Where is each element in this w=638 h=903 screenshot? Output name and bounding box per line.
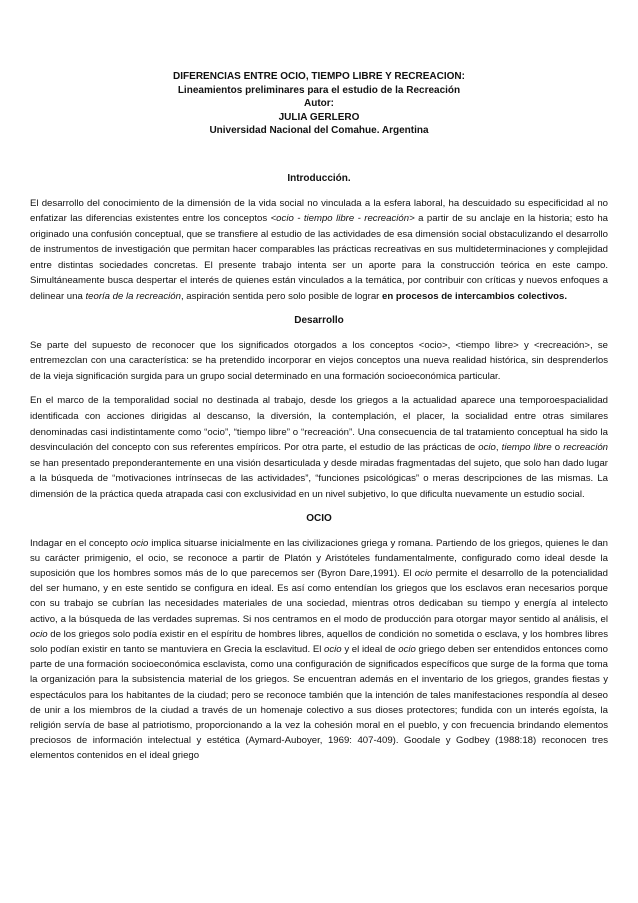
paragraph-desarrollo-1: Se parte del supuesto de reconocer que los significados otorgados a los conceptos <ocio>, <tiempo libre> y <recreación>, se entremezclan con una característica: se ha pretendido incorporar en viejos conceptos una nueva realidad histórica, sin desprenderlos de la vieja significación surgida para un grupo social determinado en una formación socioeconómica particular. [30, 339, 608, 382]
theory-term: teoría de la recreación [85, 291, 181, 303]
author-label: Autor: [304, 98, 334, 109]
document-title: DIFERENCIAS ENTRE OCIO, TIEMPO LIBRE Y RECREACION: [173, 71, 465, 82]
paragraph-ocio: Indagar en el concepto ocio implica situarse inicialmente en las civilizaciones griega y romana. Partiendo de los griegos, quienes le dan su carácter primigenio, el ocio, se reconoce a partir de Platón y Aristóteles fundamentalmente, configurado como ideal desde la suposición que los hombres somos más de lo que parecemos ser (Byron Dare,1991). El ocio permite el desarrollo de la potencialidad del ser humano, y en este sentido se configura en ideal. Es así como entendían los griegos que los esclavos eran necesarios porque con su trabajo se cubrían las necesidades materiales de una sociedad, mientras otros dedicaban su tiempo y energía al intelecto activo, a la búsqueda de las verdades supremas. Si nos centramos en el modo de producción para otorgar mayor sentido al análisis, el ocio de los griegos solo podía existir en el espíritu de hombres libres, aquellos de condición no sometida o esclava, y los hombres libres solo podían existir en tanto se mantuviera en Grecia la esclavitud. El ocio y el ideal de ocio griego deben ser entendidos entonces como parte de una formación socioeconómica esclavista, como una configuración de significados específicos que surge de la forma que toma la organización para la subsistencia material de los griegos. Se encuentran además en el inventario de los griegos, grandes fiestas y espectáculos para los habitantes de la ciudad; pero se reconoce también que la intención de tales manifestaciones respondía al deseo de unir a los miembros de la ciudad a través de un homenaje colectivo a sus dioses protectores; fundida con un interés egoísta, la religión servía de base al patriotismo, proporcionando a la vez la cohesión moral en el pueblo, y con frecuencia brindando elementos preciosos de información intelectual y estética (Aymard-Auboyer, 1969: 407-409). Goodale y Godbey (1988:18) reconocen tres elementos contenidos en el ideal griego [30, 537, 609, 762]
author-name: JULIA GERLERO [278, 111, 360, 123]
section-heading-ocio: OCIO [306, 512, 332, 524]
section-heading-desarrollo: Desarrollo [294, 314, 344, 326]
paragraph-introduccion: El desarrollo del conocimiento de la dimensión de la vida social no vinculada a la esfera laboral, ha descuidado su especificidad al no enfatizar las diferencias existentes entre los conceptos <ocio - tiempo libre - recreación> a partir de su anclaje en la historia; esto ha originado una confusión conceptual, que se transfiere al estudio de las actividades de esa dimensión social obstaculizando el desarrollo de instrumentos de investigación que permitan hacer comparables las prácticas recreativas en sus multideterminaciones y complejidad entre distintas sociedades concretas. El presente trabajo intenta ser un aporte para la construcción teórica en este campo. Simultáneamente busca despertar el interés de quienes están vinculados a la temática, por contribuir con críticas y nuevos enfoques a delinear una teoría de la recreación, aspiración sentida pero solo posible de lograr en procesos de intercambios colectivos. [30, 197, 608, 303]
document-header [30, 70, 608, 138]
paragraph-desarrollo-2: En el marco de la temporalidad social no destinada al trabajo, desde los griegos a la actualidad aparece una temporoespacialidad identificada con acciones dirigidas al descanso, la diversión, la contemplación, el placer, la socialidad entre otras similares denominadas casi indistintamente como “ocio”, “tiempo libre” o “recreación”. Una consecuencia de tal tratamiento conceptual ha sido la desvinculación del concepto con sus referentes empíricos. Por otra parte, el estudio de las prácticas de ocio, tiempo libre o recreación se han presentado preponderantemente en una visión desarticulada y desde miradas fragmentadas del sujeto, que solo han dado lugar a la búsqueda de “motivaciones intrínsecas de las actividades”, “funciones psicológicas” o meras descripciones de las mismas. La dimensión de la práctica queda atrapada casi con exclusividad en un nivel subjetivo, lo que dificulta nuevamente un estudio social. [30, 395, 608, 500]
document-subtitle: Lineamientos preliminares para el estudio de la Recreación [177, 84, 461, 96]
document-page [30, 70, 608, 764]
emphasis-bold: en procesos de intercambios colectivos. [382, 291, 568, 303]
section-heading-introduccion: Introducción. [287, 172, 351, 184]
author-institution: Universidad Nacional del Comahue. Argentina [209, 125, 429, 136]
